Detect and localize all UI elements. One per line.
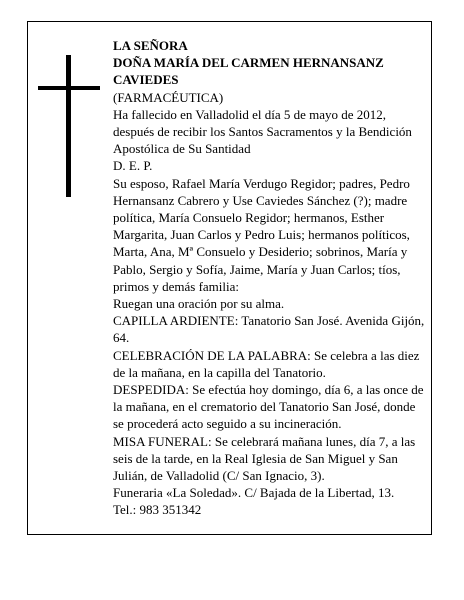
- celebration-info: CELEBRACIÓN DE LA PALABRA: Se celebra a las diez de la mañana, en la capilla del Tanatorio.: [113, 347, 420, 380]
- profession: (FARMACÉUTICA): [113, 89, 224, 105]
- phone-number: Tel.: 983 351342: [113, 502, 202, 518]
- funeral-mass-info: MISA FUNERAL: Se celebrará mañana lunes, día 7, a las seis de la tarde, en la Real Iglesia de San Miguel y San Julián, de Valladolid (C/ San Ignacio, 3).: [113, 433, 416, 484]
- cross-icon: [38, 55, 100, 197]
- deceased-name-line-1: DOÑA MARÍA DEL CARMEN HERNANSANZ: [113, 55, 384, 71]
- chapel-info: CAPILLA ARDIENTE: Tanatorio San José. Avenida Gijón, 64.: [113, 313, 425, 346]
- obituary-text: [113, 37, 425, 519]
- title-line: LA SEÑORA: [113, 38, 188, 53]
- farewell-info: DESPEDIDA: Se efectúa hoy domingo, día 6, a las once de la mañana, en el crematorio del Tanatorio San José, donde se procederá acto seguido a su incineración.: [113, 382, 424, 432]
- rip: D. E. P.: [113, 158, 153, 174]
- family-list: Su esposo, Rafael María Verdugo Regidor; padres, Pedro Hernansanz Cabrero y Use Caviedes Sánchez (?); madre política, María Consuelo Regidor; hermanos, Esther Margarita, Juan Carlos y Pedro Luis; hermanos políticos, Marta, Ana, Mª Consuelo y Desiderio; sobrinos, María y Pablo, Sergio y Sofía, Jaime, María y Juan Carlos; tíos, primos y demás familia:: [113, 175, 410, 294]
- cross-horizontal-bar: [38, 86, 100, 90]
- cross-vertical-bar: [66, 55, 71, 197]
- deceased-name-line-2: CAVIEDES: [113, 72, 179, 88]
- funeral-home: Funeraria «La Soledad». C/ Bajada de la Libertad, 13.: [113, 485, 395, 501]
- prayer-request: Ruegan una oración por su alma.: [113, 296, 285, 312]
- death-announcement: Ha fallecido en Valladolid el día 5 de mayo de 2012, después de recibir los Santos Sacramentos y la Bendición Apostólica de Su Santidad: [113, 106, 412, 157]
